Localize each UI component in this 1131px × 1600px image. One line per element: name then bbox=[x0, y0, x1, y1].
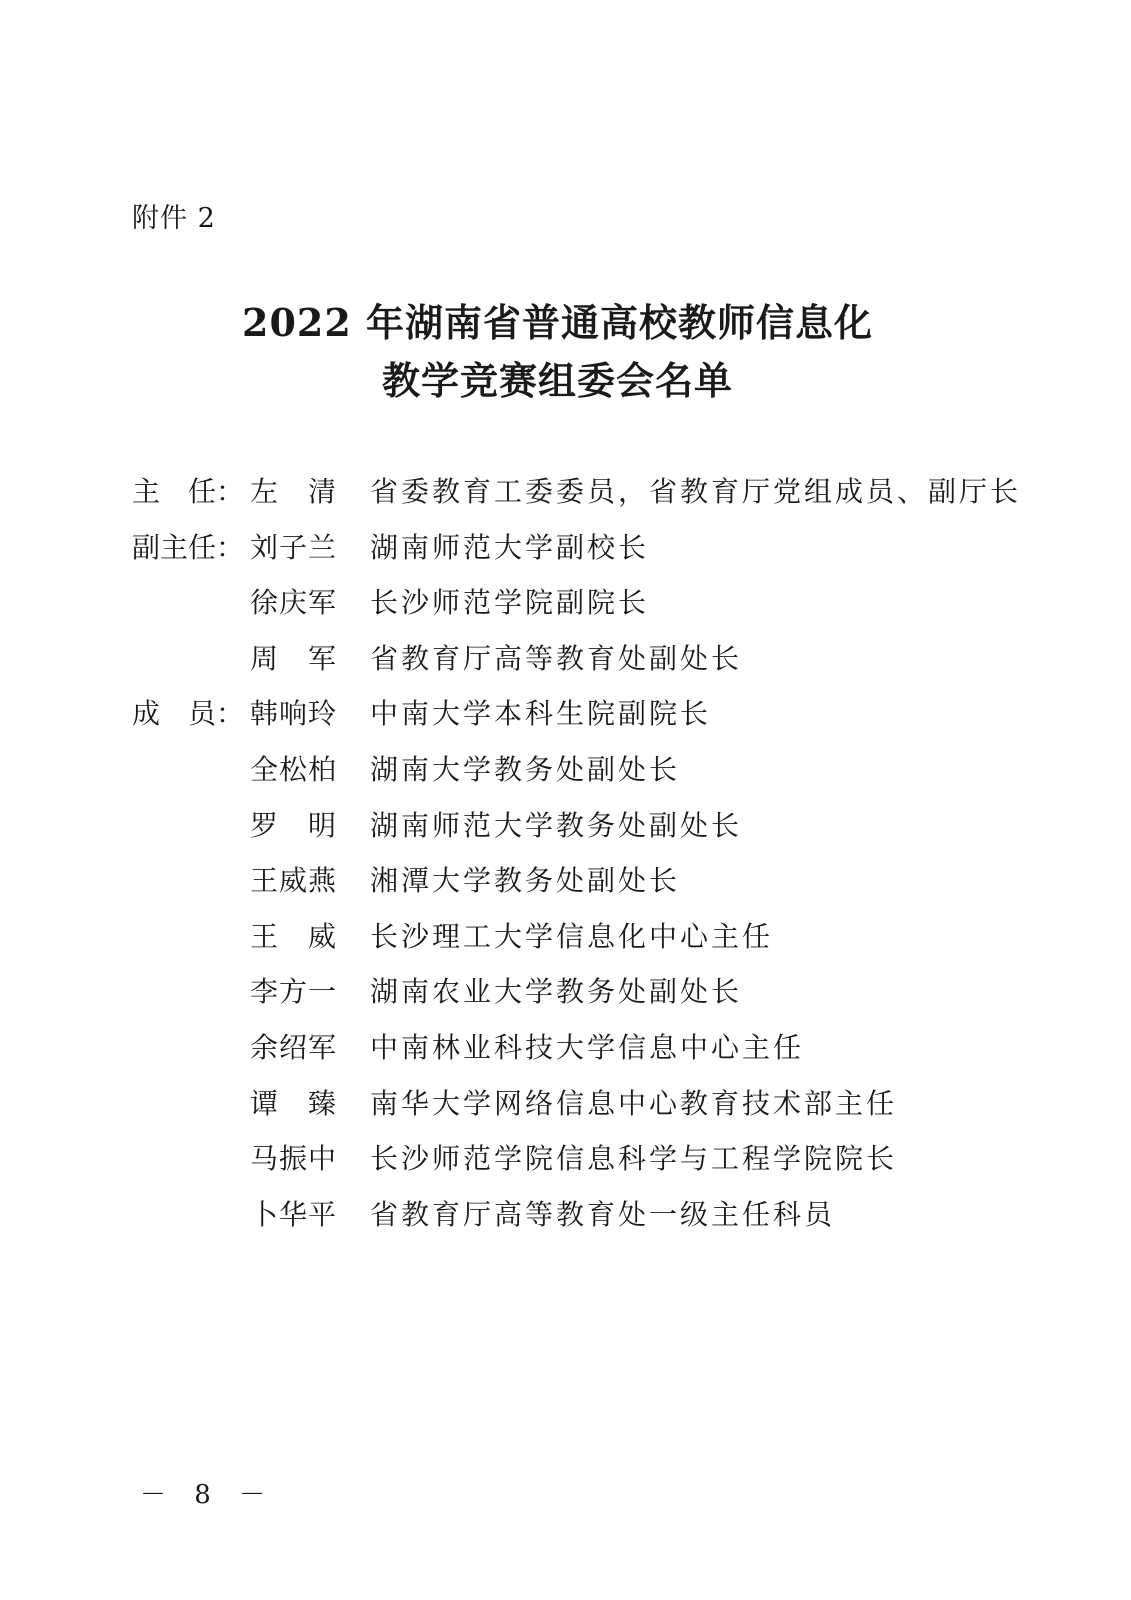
member-name: 刘子兰 bbox=[250, 530, 336, 564]
member-name: 余绍军 bbox=[250, 1030, 336, 1064]
member-name: 李方一 bbox=[250, 975, 336, 1009]
member-name: 马振中 bbox=[250, 1142, 336, 1176]
member-position: 湖南大学教务处副处长 bbox=[370, 752, 681, 786]
member-role: 副主任： bbox=[132, 530, 245, 564]
member-position: 长沙理工大学信息化中心主任 bbox=[370, 919, 774, 953]
member-name: 王 威 bbox=[250, 919, 336, 953]
member-name: 谭 臻 bbox=[250, 1086, 336, 1120]
member-name: 罗 明 bbox=[250, 808, 336, 842]
member-position: 省教育厅高等教育处副处长 bbox=[370, 641, 743, 675]
member-position: 长沙师范学院信息科学与工程学院院长 bbox=[370, 1142, 898, 1176]
member-position: 长沙师范学院副院长 bbox=[370, 586, 650, 620]
member-position: 省委教育工委委员，省教育厅党组成员、副厅长 bbox=[370, 475, 1022, 508]
member-role: 主 任： bbox=[132, 475, 245, 508]
member-position: 湘潭大学教务处副处长 bbox=[370, 864, 681, 898]
member-position: 中南林业科技大学信息中心主任 bbox=[370, 1030, 805, 1064]
member-name: 徐庆军 bbox=[250, 586, 336, 620]
document-title-line-1: 2022 年湖南省普通高校教师信息化 bbox=[242, 300, 873, 345]
member-name: 韩响玲 bbox=[250, 697, 336, 731]
member-position: 南华大学网络信息中心教育技术部主任 bbox=[370, 1086, 898, 1120]
member-name: 卜华平 bbox=[250, 1197, 336, 1231]
member-position: 湖南师范大学教务处副处长 bbox=[370, 808, 743, 842]
page-number: － 8 － bbox=[140, 1480, 276, 1510]
member-name: 周 军 bbox=[250, 641, 336, 675]
member-name: 全松柏 bbox=[250, 752, 336, 786]
member-position: 中南大学本科生院副院长 bbox=[370, 697, 712, 731]
member-name: 左 清 bbox=[250, 475, 336, 508]
member-position: 湖南师范大学副校长 bbox=[370, 530, 650, 564]
member-name: 王威燕 bbox=[250, 864, 336, 898]
document-title-line-2: 教学竞赛组委会名单 bbox=[381, 358, 733, 403]
attachment-label: 附件 2 bbox=[132, 203, 216, 234]
member-position: 省教育厅高等教育处一级主任科员 bbox=[370, 1197, 836, 1231]
member-position: 湖南农业大学教务处副处长 bbox=[370, 975, 743, 1009]
member-role: 成 员： bbox=[132, 697, 245, 731]
